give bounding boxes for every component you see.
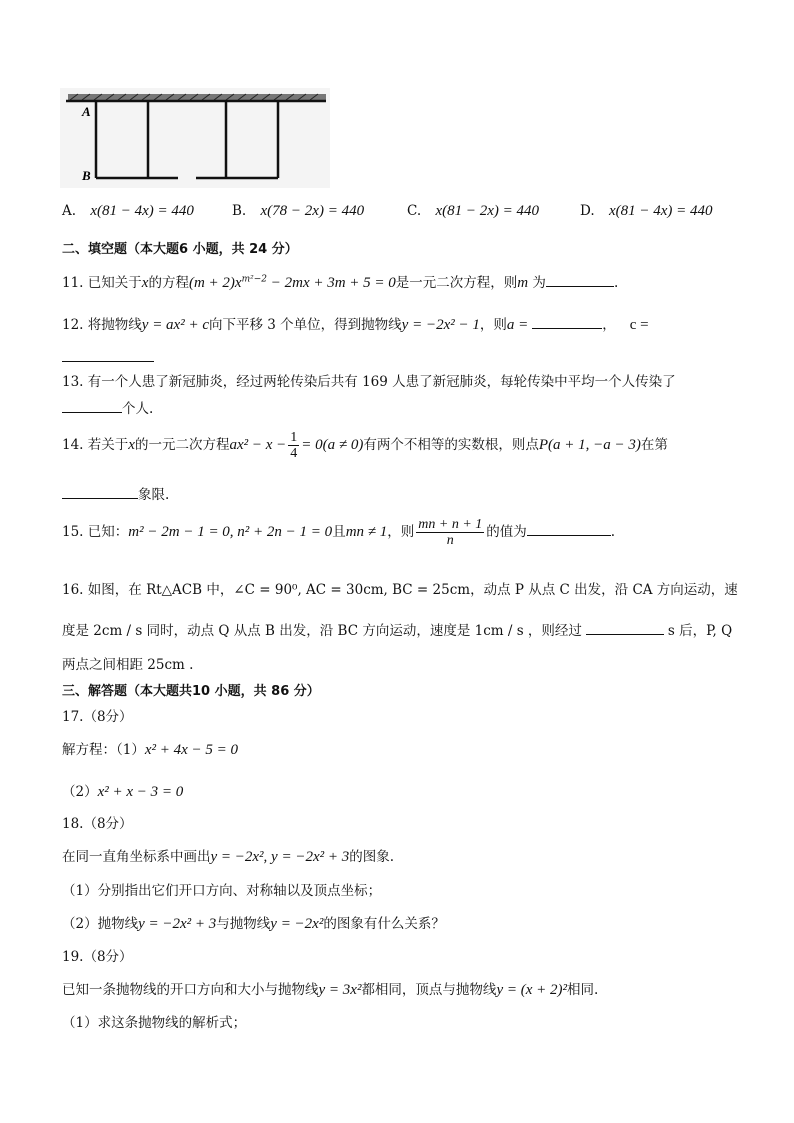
q14-blank[interactable] [62,484,138,499]
q17-part1: 解方程：（1）x² + 4x − 5 = 0 [62,742,239,758]
question-11: 11. 已知关于x的方程$(m + 2)x^{m^2-2} - 2mx + 3m + 5 = 0$是一元二次方程，则m 为 . [62,271,618,292]
question-13: 13. 有一个人患了新冠肺炎，经过两轮传染后共有 169 人患了新冠肺炎，每轮传染中平均一个人传染了 [62,374,676,390]
q18-part1: （1）分别指出它们开口方向、对称轴以及顶点坐标； [62,883,382,899]
q19-part1: （1）求这条抛物线的解析式； [62,1015,247,1031]
section3-heading: 三、解答题（本大题共10 小题，共 86 分） [62,684,320,699]
fence-figure [60,88,330,188]
question-14: 14. 若关于x的一元二次方程ax² − x − $\frac{1}{4}$ = 0(a ≠ 0)有两个不相等的实数根，则点P(a + 1, −a − 3)在第 [62,430,668,461]
q18-score: 18.（8分） [62,816,133,832]
question-16-line2: 度是 2cm / s 同时，动点 Q 从点 B 出发，沿 BC 方向运动，速度是 1cm / s ，则经过 s 后，P, Q [62,619,732,639]
q15-fraction: $\frac{mn + n + 1}{n}$ [418,517,483,548]
section2-heading: 二、填空题（本大题6 小题，共 24 分） [62,242,298,257]
q12-c-blank[interactable] [62,347,154,362]
q11-answer-blank[interactable] [546,272,614,287]
q17-score: 17.（8分） [62,709,133,725]
q12-c-blank-line [62,347,154,366]
q13-blank[interactable] [62,398,122,413]
question-16: 16. 如图，在 Rt△ACB 中，∠C = 90⁰, AC = 30cm, BC = 25cm，动点 P 从点 C 出发，沿 CA 方向运动，速 [62,582,738,598]
label-b: B [82,168,91,183]
question-13-cont: 个人. [62,397,153,417]
q19-score: 19.（8分） [62,949,133,965]
q15-blank[interactable] [527,521,611,536]
q14-fraction: $\frac{1}{4}$ [290,430,298,461]
q19-stem: 已知一条抛物线的开口方向和大小与抛物线y = 3x²都相同，顶点与抛物线y = (x + 2)²相同. [62,982,599,998]
question-16-line3: 两点之间相距 25cm . [62,657,194,673]
q17-part2: （2）x² + x − 3 = 0 [62,784,184,800]
q18-part2: （2）抛物线y = −2x² + 3与抛物线y = −2x²的图象有什么关系？ [62,916,445,932]
q10-option-a: A. x(81 − 4x) = 440 [62,203,194,219]
q10-option-c: C. x(81 − 2x) = 440 [407,203,539,219]
q10-option-d: D. x(81 − 4x) = 440 [580,203,713,219]
question-14-cont: 象限. [62,483,169,503]
question-15: 15. 已知：m² − 2m − 1 = 0, n² + 2n − 1 = 0且mn ≠ 1，则 $\frac{mn + n + 1}{n}$ 的值为 . [62,517,616,548]
q12-a-blank[interactable] [532,314,602,329]
question-12: 12. 将抛物线y = ax² + c向下平移 3 个单位，得到抛物线y = −2x² − 1，则a = ， c = [62,313,649,334]
label-a: A [82,104,91,119]
q16-blank[interactable] [586,620,664,635]
q18-stem: 在同一直角坐标系中画出y = −2x², y = −2x² + 3的图象. [62,849,395,865]
q10-option-b: B. x(78 − 2x) = 440 [232,203,365,219]
